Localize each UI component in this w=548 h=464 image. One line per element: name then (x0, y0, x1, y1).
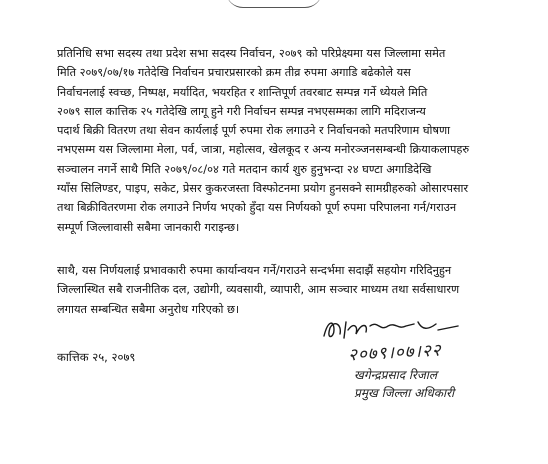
main-paragraph (57, 44, 489, 237)
paragraph-line: पदार्थ बिक्री वितरण तथा सेवन कार्यलाई पूर्ण रुपमा रोक लगाउने र निर्वाचनको मतपरिणाम घोषणा (57, 124, 451, 138)
paragraph-line: साथै, यस निर्णयलाई प्रभावकारी रुपमा कार्यान्वयन गर्ने/गराउने सन्दर्भमा सदाझैं सहयोग गरिदिनुहुन (57, 264, 452, 277)
request-paragraph (57, 261, 489, 319)
signature-block (318, 316, 508, 426)
paragraph-line: सञ्चालन नगर्ने साथै मिति २०७९/०८/०४ गते मतदान कार्य शुरु हुनुभन्दा २४ घण्टा अगाडिदेखि (57, 162, 432, 176)
signatory-designation: प्रमुख जिल्ला अधिकारी (354, 386, 455, 400)
paragraph-line: ग्याँस सिलिण्डर, पाइप, सकेट, प्रेसर कुकरजस्ता विस्फोटनमा प्रयोग हुनसक्ने सामग्रीहरुको ओसारपसार (57, 182, 469, 196)
paragraph-line: सम्पूर्ण जिल्लावासी सबैमा जानकारी गराइन्छ। (57, 220, 240, 234)
paragraph-line: लगायत सम्बन्धित सबैमा अनुरोध गरिएको छ। (57, 302, 240, 316)
paragraph-line: २०७९ साल कात्तिक २५ गतेदेखि लागू हुने गरी निर्वाचन सम्पन्न नभएसम्मका लागि मदिराजन्य (57, 104, 426, 118)
paragraph-line: निर्वाचनलाई स्वच्छ, निष्पक्ष, मर्यादित, भयरहित र शान्तिपूर्ण तवरबाट सम्पन्न गर्ने ध्येयले मिति (57, 85, 428, 99)
signatory-name: खगेन्द्रप्रसाद रिजाल (354, 368, 438, 382)
signature-date: २०७९।०७।२२ (347, 340, 443, 366)
paragraph-line: प्रतिनिधि सभा सदस्य तथा प्रदेश सभा सदस्य निर्वाचन, २०७९ को परिप्रेक्ष्यमा यस जिल्लामा समेत (57, 47, 446, 60)
header-flourish (226, 0, 322, 8)
paragraph-line: मिति २०७९/०७/१७ गतेदेखि निर्वाचन प्रचारप्रसारको क्रम तीव्र रुपमा अगाडि बढेकोले यस (57, 66, 411, 80)
paragraph-line: जिल्लास्थित सबै राजनीतिक दल, उद्योगी, व्यवसायी, व्यापारी, आम सञ्चार माध्यम तथा सर्वसाधारण (57, 283, 460, 297)
issue-date: कात्तिक २५, २०७९ (57, 350, 136, 364)
paragraph-line: नभएसम्म यस जिल्लामा मेला, पर्व, जात्रा, महोत्सव, खेलकूद र अन्य मनोरञ्जनसम्बन्धी क्रियाकलापहरु (57, 143, 470, 157)
paragraph-line: तथा बिक्रीवितरणमा रोक लगाउने निर्णय भएको हुँदा यस निर्णयको पूर्ण रुपमा परिपालना गर्न/गराउन (57, 201, 457, 215)
